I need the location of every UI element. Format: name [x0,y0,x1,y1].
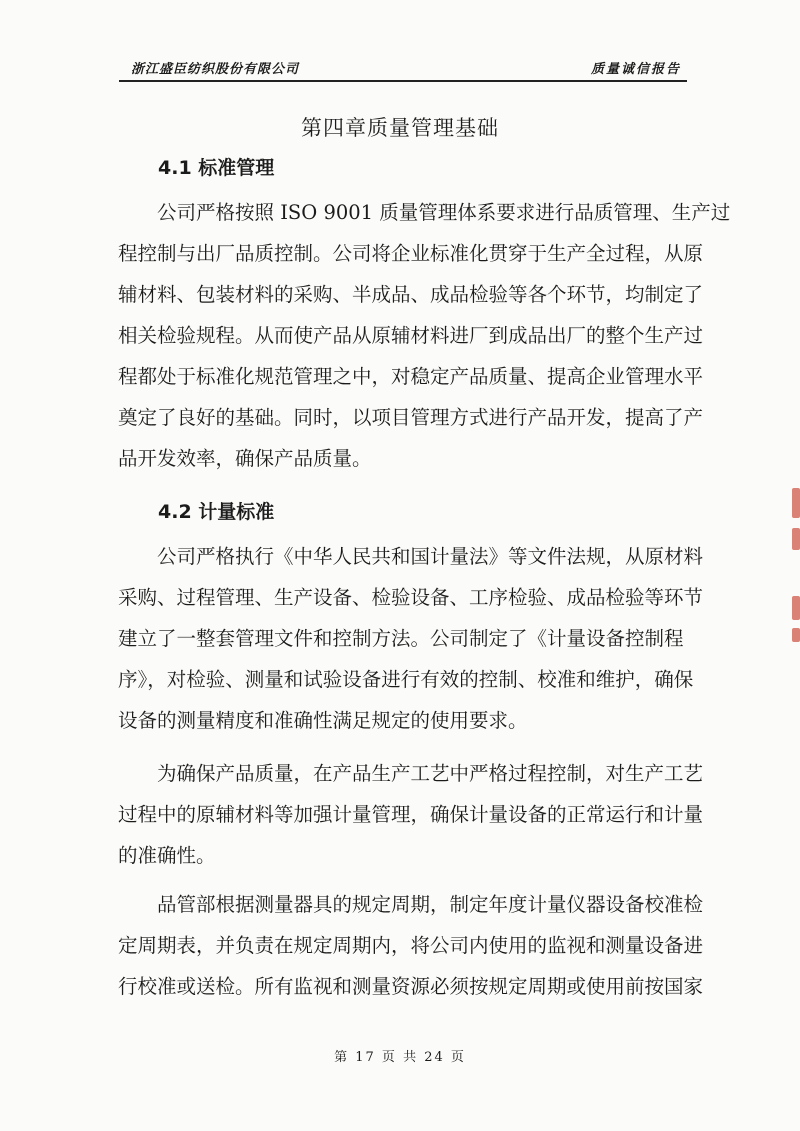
text-line: 程控制与出厂品质控制。公司将企业标准化贯穿于生产全过程，从原 [118,242,704,265]
header-report-title: 质量诚信报告 [590,62,681,77]
text-line: 为确保产品质量，在产品生产工艺中严格过程控制，对生产工艺 [118,762,704,785]
text-line: 相关检验规程。从而使产品从原辅材料进厂到成品出厂的整个生产过 [118,324,704,347]
text-line: 行校准或送检。所有监视和测量资源必须按规定周期或使用前按国家 [118,975,704,998]
seal-edge-mark [792,596,800,620]
seal-edge-mark [792,628,800,642]
section-heading-4-2: 4.2 计量标准 [158,501,275,523]
seal-edge-mark [792,528,800,550]
paragraph-metrology-3 [118,884,704,1007]
text-line: 程都处于标准化规范管理之中，对稳定产品质量、提高企业管理水平 [118,365,704,388]
page-header [119,48,687,82]
page-number-footer: 第 17 页 共 24 页 [334,1050,466,1065]
text-line: 设备的测量精度和准确性满足规定的使用要求。 [118,709,528,732]
text-line: 的准确性。 [118,844,216,867]
text-line: 序》，对检验、测量和试验设备进行有效的控制、校准和维护，确保 [118,668,694,691]
paragraph-metrology-1 [118,536,704,741]
paragraph-standard-management [118,192,731,479]
chapter-title: 第四章质量管理基础 [301,116,499,140]
section-heading-4-1: 4.1 标准管理 [158,157,275,179]
text-line: 辅材料、包装材料的采购、半成品、成品检验等各个环节，均制定了 [118,283,704,306]
text-line: 采购、过程管理、生产设备、检验设备、工序检验、成品检验等环节 [118,586,704,609]
text-line: 建立了一整套管理文件和控制方法。公司制定了《计量设备控制程 [118,627,684,650]
text-line: 公司严格按照 ISO 9001 质量管理体系要求进行品质管理、生产过 [118,201,731,224]
text-line: 品管部根据测量器具的规定周期，制定年度计量仪器设备校准检 [118,893,704,916]
text-line: 过程中的原辅材料等加强计量管理，确保计量设备的正常运行和计量 [118,803,704,826]
text-line: 品开发效率，确保产品质量。 [118,447,372,470]
paragraph-metrology-2 [118,753,704,876]
seal-edge-mark [792,488,800,518]
text-line: 奠定了良好的基础。同时，以项目管理方式进行产品开发，提高了产 [118,406,704,429]
text-line: 定周期表，并负责在规定周期内，将公司内使用的监视和测量设备进 [118,934,704,957]
text-line: 公司严格执行《中华人民共和国计量法》等文件法规，从原材料 [118,545,704,568]
header-company-name: 浙江盛臣纺织股份有限公司 [131,62,300,77]
